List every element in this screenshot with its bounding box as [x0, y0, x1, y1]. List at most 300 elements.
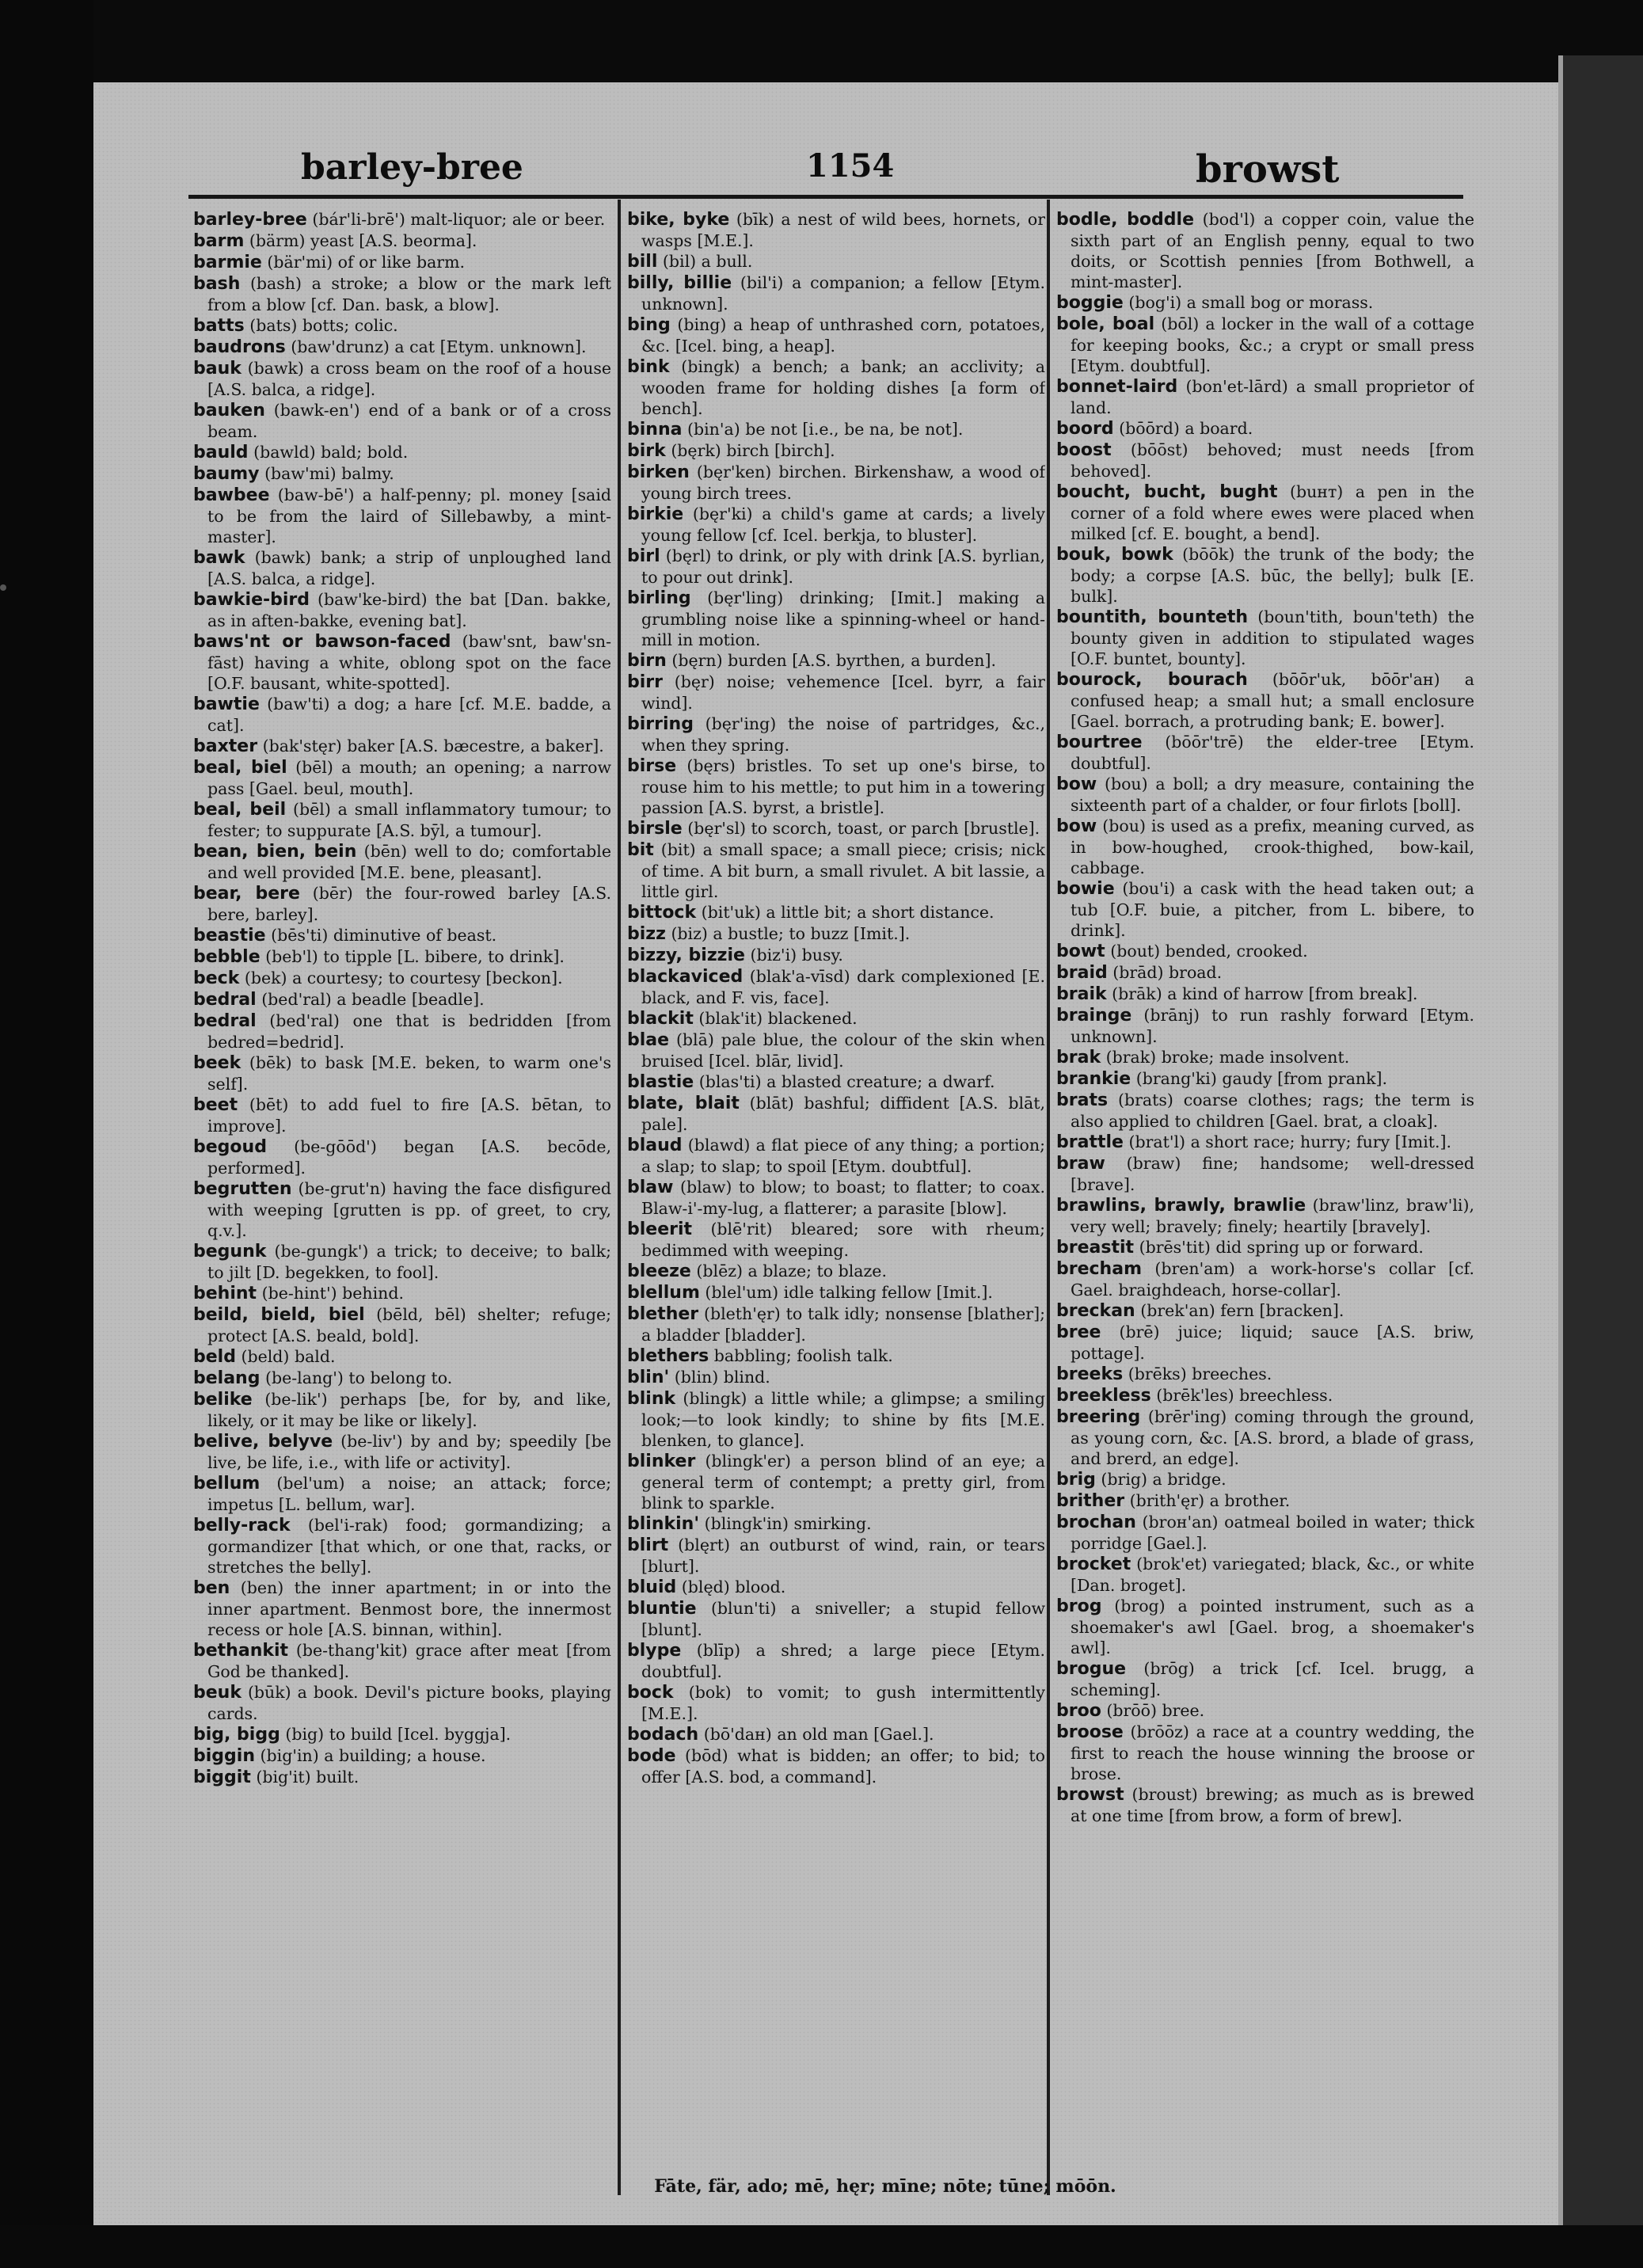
headword: barley-bree [193, 210, 307, 230]
headword: belive, belyve [193, 1432, 333, 1452]
glossary-entry [1056, 816, 1474, 878]
headword: bleeze [627, 1261, 691, 1281]
glossary-entry [627, 1261, 1045, 1282]
headword: breeks [1056, 1364, 1124, 1384]
glossary-entry [1056, 941, 1474, 962]
definition: (bęr'ki) a child's game at cards; a lively young fellow [cf. Icel. berkja, to bluster]. [641, 504, 1045, 545]
glossary-entry [193, 1767, 611, 1788]
definition: (buнт) a pen in the corner of a fold where ewes were placed when milked [cf. E. bought, a bend]. [1071, 482, 1474, 543]
headword: blinker [627, 1452, 696, 1471]
headword: blinkin' [627, 1514, 700, 1534]
headword: bouk, bowk [1056, 545, 1173, 565]
definition: (bēl) a small inflammatory tumour; to fester; to suppurate [A.S. bȳl, a tumour]. [207, 800, 611, 840]
glossary-entry [193, 547, 611, 589]
definition: (blingk'in) smirking. [704, 1514, 872, 1533]
headword: beal, biel [193, 758, 287, 778]
headword: baws'nt or bawson-faced [193, 632, 451, 652]
definition: (blāt) bashful; diffident [A.S. blāt, pale]. [641, 1094, 1045, 1134]
definition: (bōōrd) a board. [1119, 419, 1253, 438]
glossary-entry [193, 1368, 611, 1389]
definition: (bok) to vomit; to gush intermittently [M.E.]. [641, 1683, 1045, 1723]
headword: birling [627, 588, 691, 608]
glossary-entry [1056, 1047, 1474, 1068]
glossary-entry [1056, 607, 1474, 669]
glossary-entry [1056, 1490, 1474, 1512]
glossary-entry [193, 989, 611, 1010]
headword: begrutten [193, 1179, 292, 1199]
definition: (brig) a bridge. [1101, 1470, 1227, 1489]
headword: bleerit [627, 1220, 693, 1239]
headword: bow [1056, 816, 1097, 836]
pronunciation-key [93, 2176, 1558, 2197]
glossary-entry [193, 1178, 611, 1241]
glossary-entry [1056, 1700, 1474, 1722]
definition: (brats) coarse clothes; rags; the term is also applied to children [Gael. brat, a cloak]. [1071, 1090, 1474, 1131]
definition: (bēld, bēl) shelter; refuge; protect [A.S. beald, bold]. [207, 1305, 611, 1345]
headword: bluid [627, 1577, 677, 1597]
glossary-entry [627, 1135, 1045, 1177]
guide-word-left: barley-bree [301, 147, 523, 188]
glossary-entry [1056, 1364, 1474, 1385]
headword: brog [1056, 1596, 1102, 1616]
headword: bawtie [193, 694, 260, 714]
glossary-entry [193, 315, 611, 337]
glossary-columns [193, 209, 1474, 2205]
definition: (big'in) a building; a house. [260, 1746, 486, 1765]
headword: beild, bield, biel [193, 1305, 365, 1325]
definition: (bęr'ing) the noise of partridges, &c., when they spring. [641, 714, 1045, 755]
glossary-entry [1056, 209, 1474, 292]
definition: (brād) broad. [1112, 963, 1223, 982]
definition: (bel'um) a noise; an attack; force; impetus [L. bellum, war]. [207, 1474, 611, 1514]
page-number: 1154 [806, 147, 895, 185]
scan-speck [0, 584, 6, 591]
glossary-entry [1056, 314, 1474, 376]
glossary-entry [1056, 732, 1474, 774]
headword: boucht, bucht, bught [1056, 482, 1278, 502]
definition: (bō'daн) an old man [Gael.]. [703, 1725, 934, 1744]
headword: bodle, boddle [1056, 210, 1194, 230]
headword: brankie [1056, 1069, 1131, 1089]
headword: breering [1056, 1407, 1141, 1427]
definition: (bēs'ti) diminutive of beast. [271, 926, 497, 945]
glossary-entry [193, 1094, 611, 1136]
glossary-entry [193, 1577, 611, 1640]
definition: (be-hint') behind. [261, 1284, 404, 1303]
headword: bauld [193, 443, 249, 462]
definition: (bęrs) bristles. To set up one's birse, to rouse him to his mettle; to put him in a towering passion [A.S. byrst, a bristle]. [641, 756, 1045, 817]
glossary-entry [1056, 1554, 1474, 1596]
glossary-entry [1056, 1784, 1474, 1826]
headword: bebble [193, 947, 261, 967]
glossary-entry [627, 462, 1045, 504]
glossary-entry [1056, 878, 1474, 941]
glossary-entry [193, 925, 611, 946]
glossary-entry [193, 841, 611, 883]
headword: barm [193, 231, 245, 251]
glossary-entry [1056, 1469, 1474, 1490]
definition: (bōōst) behoved; must needs [from behoved]. [1071, 440, 1474, 481]
headword: birr [627, 672, 663, 692]
definition: (braw) fine; handsome; well-dressed [brave]. [1071, 1154, 1474, 1194]
glossary-entry [627, 755, 1045, 818]
definition: (bawk-en') end of a bank or of a cross beam. [207, 401, 611, 441]
glossary-entry [193, 1283, 611, 1304]
definition: (blingk) a little while; a glimpse; a smiling look;—to look kindly; to shine by fits [M.E. blenken, to glance]. [641, 1389, 1045, 1450]
headword: bawbee [193, 485, 270, 505]
headword: boord [1056, 419, 1114, 439]
glossary-entry [627, 356, 1045, 419]
headword: bonnet-laird [1056, 377, 1178, 397]
definition: (brōg) a trick [cf. Icel. brugg, a scheming]. [1071, 1659, 1474, 1699]
definition: (brēk'les) breechless. [1156, 1386, 1333, 1405]
glossary-entry [193, 209, 611, 230]
glossary-entry [193, 946, 611, 968]
definition: (brat'l) a short race; hurry; fury [Imit.]. [1128, 1132, 1452, 1151]
headword: braid [1056, 963, 1108, 983]
definition: (blē'rit) bleared; sore with rheum; bedimmed with weeping. [641, 1220, 1045, 1260]
headword: beal, beil [193, 800, 287, 820]
definition: (brāk) a kind of harrow [from break]. [1112, 984, 1418, 1003]
headword: blackaviced [627, 967, 744, 987]
glossary-entry [627, 1388, 1045, 1451]
headword: beck [193, 968, 240, 988]
definition: (blęd) blood. [681, 1577, 786, 1596]
definition: (brē) juice; liquid; sauce [A.S. briw, pottage]. [1071, 1322, 1474, 1363]
definition: (bats) botts; colic. [249, 316, 398, 335]
glossary-entry [193, 358, 611, 400]
definition: (brok'et) variegated; black, &c., or white [Dan. broget]. [1071, 1554, 1474, 1595]
headword: birse [627, 756, 677, 776]
definition: (be-gōōd') began [A.S. becōde, performed]. [207, 1137, 611, 1178]
glossary-entry [627, 440, 1045, 462]
definition: (bawk) bank; a strip of unploughed land [A.S. balca, a ridge]. [207, 548, 611, 588]
headword: belike [193, 1390, 253, 1410]
headword: brogue [1056, 1659, 1127, 1679]
headword: bit [627, 840, 654, 860]
definition: (bing) a heap of unthrashed corn, potatoes, &c. [Icel. bing, a heap]. [641, 315, 1045, 356]
glossary-entry [1056, 1512, 1474, 1554]
glossary-entry [193, 1682, 611, 1724]
headword: bluntie [627, 1599, 697, 1619]
adjacent-page-edge [1558, 55, 1643, 2225]
definition: (brēr'ing) coming through the ground, as young corn, &c. [A.S. brord, a blade of grass, and brerd, an edge]. [1071, 1407, 1474, 1468]
definition: (bou) a boll; a dry measure, containing the sixteenth part of a chalder, or four firlots [boll]. [1071, 774, 1474, 815]
definition: (blīp) a shred; a large piece [Etym. doubtful]. [641, 1641, 1045, 1681]
glossary-entry [627, 1745, 1045, 1787]
glossary-entry [193, 1389, 611, 1431]
definition: (bod'l) a copper coin, value the sixth part of an English penny, equal to two doits, or Scottish pennies [from Bothwell, a mint-master]. [1071, 210, 1474, 291]
definition: (blęrt) an outburst of wind, rain, or tears [blurt]. [641, 1535, 1045, 1576]
definition: (bash) a stroke; a blow or the mark left from a blow [cf. Dan. bask, a blow]. [207, 274, 611, 314]
definition: (blingk'er) a person blind of an eye; a general term of contempt; a pretty girl, from blink to sparkle. [641, 1452, 1045, 1513]
definition: babbling; foolish talk. [713, 1346, 893, 1365]
headword: brattle [1056, 1132, 1124, 1152]
definition: (bel'i-rak) food; gormandizing; a gormandizer [that which, or one that, racks, or stretches the belly]. [207, 1516, 611, 1577]
headword: brecham [1056, 1259, 1142, 1279]
definition: (bēn) well to do; comfortable and well provided [M.E. bene, pleasant]. [207, 842, 611, 882]
headword: beld [193, 1347, 236, 1367]
definition: (būk) a book. Devil's picture books, playing cards. [207, 1683, 611, 1723]
headword: bree [1056, 1322, 1101, 1342]
headword: birk [627, 441, 666, 461]
definition: (blin) blind. [674, 1368, 770, 1387]
headword: bode [627, 1746, 676, 1766]
definition: (brōōz) a race at a country wedding, the first to reach the house winning the broose or brose. [1071, 1722, 1474, 1783]
definition: (bawk) a cross beam on the roof of a house [A.S. balca, a ridge]. [207, 359, 611, 399]
glossary-entry [627, 419, 1045, 440]
definition: (brak) broke; made insolvent. [1105, 1048, 1350, 1067]
glossary-entry [193, 1431, 611, 1473]
headword: baumy [193, 464, 260, 484]
glossary-entry [1056, 984, 1474, 1005]
definition: (big) to build [Icel. byggja]. [285, 1725, 512, 1744]
glossary-entry [627, 945, 1045, 966]
definition: (bęrk) birch [birch]. [671, 441, 835, 460]
headword: bowt [1056, 942, 1105, 961]
headword: bash [193, 274, 241, 294]
glossary-entry [193, 1640, 611, 1682]
definition: (braw'linz, braw'li), very well; bravely; finely; heartily [bravely]. [1071, 1196, 1474, 1236]
headword: beek [193, 1053, 242, 1073]
glossary-entry [193, 400, 611, 442]
definition: (beb'l) to tipple [L. bibere, to drink]. [265, 947, 565, 966]
glossary-entry [627, 1029, 1045, 1071]
headword: bean, bien, bein [193, 842, 357, 862]
headword: bauk [193, 359, 242, 379]
definition: (blā) pale blue, the colour of the skin when bruised [Icel. blār, livid]. [641, 1030, 1045, 1071]
headword: blethers [627, 1346, 709, 1366]
headword: beuk [193, 1683, 242, 1703]
glossary-entry [1056, 1596, 1474, 1658]
headword: begunk [193, 1242, 267, 1261]
definition: (ben) the inner apartment; in or into the inner apartment. Benmost bore, the innermost recess or hole [A.S. binnan, within]. [207, 1578, 611, 1639]
definition: (blak'a-vīsd) dark complexioned [E. black, and F. vis, face]. [641, 967, 1045, 1007]
glossary-entry [193, 1346, 611, 1368]
column-middle [627, 209, 1045, 2205]
glossary-entry [1056, 481, 1474, 544]
definition: (bil'i) a companion; a fellow [Etym. unknown]. [641, 273, 1045, 314]
definition: (bōōk) the trunk of the body; the body; a corpse [A.S. būc, the belly]; bulk [E. bulk]. [1071, 545, 1474, 606]
glossary-entry [627, 714, 1045, 755]
headword: bink [627, 357, 670, 377]
headword: blype [627, 1641, 682, 1661]
glossary-entry [1056, 376, 1474, 418]
headword: blae [627, 1030, 670, 1050]
glossary-entry [193, 736, 611, 757]
definition: (bōōr'trē) the elder-tree [Etym. doubtful]. [1071, 733, 1474, 773]
headword: bowie [1056, 879, 1115, 899]
glossary-entry [193, 1010, 611, 1052]
headword: brainge [1056, 1006, 1132, 1026]
glossary-entry [1056, 1722, 1474, 1784]
glossary-entry [193, 442, 611, 463]
pronunciation-key-text: Fāte, fär, ado; mē, hęr; mīne; nōte; tūne; mōōn. [654, 2176, 1116, 2197]
definition: (bōl) a locker in the wall of a cottage for keeping books, &c.; a crypt or small press [Etym. doubtful]. [1071, 314, 1474, 375]
headword: bodach [627, 1725, 699, 1745]
glossary-entry [193, 694, 611, 736]
definition: (biz'i) busy. [750, 946, 843, 965]
scan-border-left [0, 0, 93, 2268]
definition: (brang'ki) gaudy [from prank]. [1135, 1069, 1388, 1088]
headword: batts [193, 316, 245, 336]
definition: (bęrn) burden [A.S. byrthen, a burden]. [671, 651, 997, 670]
headword: brawlins, brawly, brawlie [1056, 1196, 1306, 1216]
definition: (big'it) built. [256, 1768, 359, 1787]
glossary-entry [627, 672, 1045, 714]
definition: (bon'et-lārd) a small proprietor of land. [1071, 377, 1474, 417]
definition: (baw'snt, baw'sn-fāst) having a white, oblong spot on the face [O.F. bausant, white-spotted]. [207, 632, 611, 693]
headword: blether [627, 1304, 699, 1324]
glossary-entry [627, 1303, 1045, 1345]
definition: (blun'ti) a sniveller; a stupid fellow [blunt]. [641, 1599, 1045, 1639]
definition: (bär'mi) of or like barm. [267, 253, 466, 272]
glossary-entry [1056, 1658, 1474, 1700]
definition: (bit'uk) a little bit; a short distance. [701, 903, 995, 922]
glossary-entry [627, 1577, 1045, 1598]
definition: (bōd) what is bidden; an offer; to bid; to offer [A.S. bod, a command]. [641, 1746, 1045, 1787]
glossary-entry [1056, 1005, 1474, 1047]
headword: billy, billie [627, 273, 732, 293]
glossary-entry [627, 209, 1045, 251]
headword: boost [1056, 440, 1112, 460]
glossary-entry [627, 818, 1045, 839]
glossary-entry [627, 1219, 1045, 1261]
glossary-entry [1056, 1322, 1474, 1364]
definition: (bęr) noise; vehemence [Icel. byrr, a fair wind]. [641, 672, 1045, 713]
headword: blaud [627, 1136, 683, 1155]
headword: bole, boal [1056, 314, 1155, 334]
headword: bedral [193, 1011, 257, 1031]
definition: (broн'an) oatmeal boiled in water; thick porridge [Gael.]. [1071, 1513, 1474, 1553]
headword: bittock [627, 903, 697, 923]
definition: (bōōr'uk, bōōr'aн) a confused heap; a small hut; a small enclosure [Gael. borrach, a protruding bank; E. bower]. [1071, 670, 1474, 731]
definition: (bin'a) be not [i.e., be na, be not]. [687, 420, 964, 439]
glossary-entry [193, 1724, 611, 1745]
glossary-entry [627, 1093, 1045, 1135]
column-right [1056, 209, 1474, 2205]
headword: birn [627, 651, 667, 671]
definition: (bęr'ling) drinking; [Imit.] making a grumbling noise like a spinning-wheel or hand-mill in motion. [641, 588, 1045, 649]
glossary-entry [627, 1640, 1045, 1682]
glossary-entry [1056, 1385, 1474, 1406]
glossary-entry [627, 314, 1045, 356]
glossary-entry [1056, 1195, 1474, 1237]
glossary-entry [193, 252, 611, 273]
glossary-entry [193, 589, 611, 631]
glossary-entry [1056, 1068, 1474, 1090]
headword: boggie [1056, 293, 1124, 313]
headword: bourtree [1056, 733, 1143, 752]
headword: brak [1056, 1048, 1101, 1067]
headword: bing [627, 315, 671, 335]
headword: birsle [627, 819, 683, 839]
glossary-entry [627, 251, 1045, 272]
glossary-entry [1056, 669, 1474, 732]
definition: (biz) a bustle; to buzz [Imit.]. [671, 924, 911, 943]
glossary-entry [193, 757, 611, 799]
headword: broose [1056, 1722, 1124, 1742]
definition: (blel'um) idle talking fellow [Imit.]. [705, 1283, 993, 1302]
headword: beet [193, 1095, 238, 1115]
headword: blate, blait [627, 1094, 740, 1113]
glossary-entry [627, 902, 1045, 923]
headword: begoud [193, 1137, 267, 1157]
definition: (boun'tith, boun'teth) the bounty given in addition to stipulated wages [O.F. buntet, bounty]. [1071, 607, 1474, 668]
definition: (brēks) breeches. [1128, 1364, 1272, 1383]
glossary-entry [1056, 418, 1474, 440]
headword: bellum [193, 1474, 261, 1494]
definition: (bēt) to add fuel to fire [A.S. bētan, to improve]. [207, 1095, 611, 1136]
headword: blin' [627, 1368, 670, 1387]
headword: birkie [627, 504, 684, 524]
definition: (bīk) a nest of wild bees, hornets, or wasps [M.E.]. [641, 210, 1045, 250]
definition: (bęrl) to drink, or ply with drink [A.S. byrlian, to pour out drink]. [641, 546, 1045, 587]
definition: (brōō) bree. [1106, 1701, 1205, 1720]
headword: bawk [193, 548, 245, 568]
glossary-entry [627, 1008, 1045, 1029]
glossary-entry [627, 272, 1045, 314]
definition: (bit) a small space; a small piece; crisis; nick of time. A bit burn, a small rivulet. A bit lassie, a little girl. [641, 840, 1045, 901]
headword: binna [627, 420, 683, 440]
definition: (blēz) a blaze; to blaze. [696, 1261, 887, 1281]
definition: (bren'am) a work-horse's collar [cf. Gael. braighdeach, horse-collar]. [1071, 1259, 1474, 1300]
definition: (brēs'tit) did spring up or forward. [1139, 1238, 1424, 1257]
definition: (beld) bald. [241, 1347, 336, 1366]
glossary-entry [627, 504, 1045, 546]
headword: birken [627, 462, 690, 482]
headword: barmie [193, 253, 262, 272]
headword: brochan [1056, 1513, 1136, 1532]
headword: brocket [1056, 1554, 1131, 1574]
headword: biggit [193, 1768, 251, 1787]
definition: (bēr) the four-rowed barley [A.S. bere, barley]. [207, 884, 611, 924]
definition: (be-gungk') a trick; to deceive; to balk; to jilt [D. begekken, to fool]. [207, 1242, 611, 1282]
definition: (bed'ral) one that is bedridden [from bedred=bedrid]. [207, 1011, 611, 1052]
headword: bedral [193, 990, 257, 1010]
headword: biggin [193, 1746, 255, 1766]
glossary-entry [193, 1745, 611, 1767]
glossary-entry [193, 1515, 611, 1577]
glossary-entry [193, 273, 611, 315]
glossary-entry [1056, 1300, 1474, 1322]
glossary-entry [193, 463, 611, 485]
glossary-entry [193, 230, 611, 252]
headword: behint [193, 1284, 257, 1303]
glossary-entry [1056, 1406, 1474, 1469]
headword: browst [1056, 1785, 1124, 1805]
definition: (be-grut'n) having the face disfigured with weeping [grutten is pp. of greet, to cry, q.v.]. [207, 1179, 611, 1240]
glossary-entry [627, 1724, 1045, 1745]
glossary-entry [1056, 544, 1474, 607]
definition: (be-thang'kit) grace after meat [from God be thanked]. [207, 1641, 611, 1681]
headword: bock [627, 1683, 674, 1703]
definition: (bog'i) a small bog or morass. [1128, 293, 1374, 312]
glossary-entry [627, 966, 1045, 1008]
glossary-entry [193, 1052, 611, 1094]
definition: (bleth'ęr) to talk idly; nonsense [blather]; a bladder [bladder]. [641, 1304, 1045, 1345]
headword: bourock, bourach [1056, 670, 1248, 690]
definition: (blawd) a flat piece of any thing; a portion; a slap; to slap; to spoil [Etym. doubtful]. [641, 1136, 1045, 1176]
glossary-entry [193, 337, 611, 358]
glossary-entry [193, 1241, 611, 1283]
definition: (bärm) yeast [A.S. beorma]. [249, 231, 477, 250]
glossary-entry [193, 1304, 611, 1346]
definition: (bak'stęr) baker [A.S. bæcestre, a baker]. [262, 736, 604, 755]
glossary-entry [193, 485, 611, 547]
glossary-entry [1056, 1258, 1474, 1300]
headword: breastit [1056, 1238, 1135, 1258]
